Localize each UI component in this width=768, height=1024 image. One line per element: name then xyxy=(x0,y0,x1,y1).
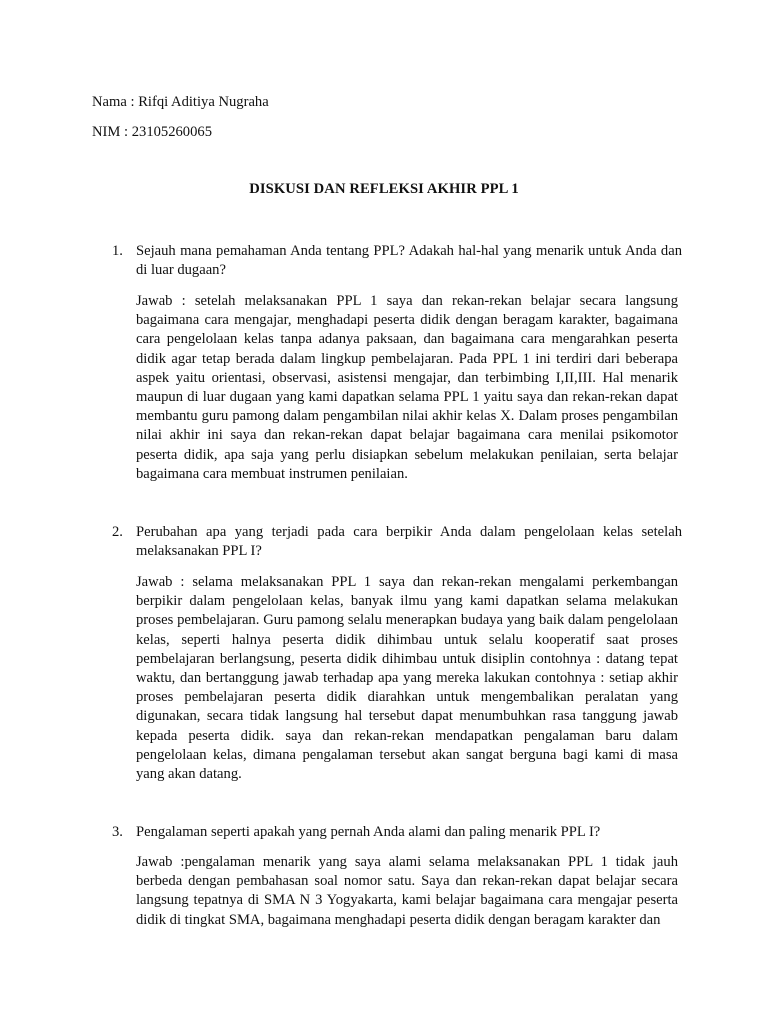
question-number: 2. xyxy=(112,524,123,540)
question-text: Perubahan apa yang terjadi pada cara berpikir Anda dalam pengelolaan kelas setelah melaksanakan PPL I? xyxy=(136,524,682,560)
student-name: Nama : Rifqi Aditiya Nugraha xyxy=(92,94,269,110)
answer-1: Jawab : setelah melaksanakan PPL 1 saya dan rekan-rekan belajar secara langsung bagaimana cara mengajar, menghadapi peserta didik dengan beragam karakter, bagaimana cara pengelolaan kelas tanpa adanya paksaan, dan bagaimana cara mengarahkan peserta didik agar tetap berada dalam lingkup pembelajaran. Pada PPL 1 ini terdiri dari beberapa aspek yaitu orientasi, observasi, asistensi mengajar, dan terbimbing I,II,III. Hal menarik maupun di luar dugaan yang kami dapatkan selama PPL 1 yaitu saya dan rekan-rekan dapat membantu guru pamong dalam pengambilan nilai akhir kelas X. Dalam proses pengambilan nilai akhir ini saya dan rekan-rekan dapat belajar bagaimana cara menilai psikomotor peserta didik, apa saja yang perlu disiapkan sebelum melakukan penilaian, serta belajar bagaimana cara membuat instrumen penilaian. xyxy=(136,293,678,482)
answer-2: Jawab : selama melaksanakan PPL 1 saya dan rekan-rekan mengalami perkembangan berpikir dalam pengelolaan kelas, banyak ilmu yang kami dapatkan selama melakukan proses pembelajaran. Guru pamong selalu menerapkan budaya yang baik dalam pengelolaan kelas, seperti halnya peserta didik dihimbau untuk selalu kooperatif saat proses pembelajaran berlangsung, peserta didik dihimbau untuk disiplin contohnya : datang tepat waktu, dan bertanggung jawab terhadap apa yang mereka lakukan contohnya : setiap akhir proses pembelajaran peserta didik diarahkan untuk mengembalikan peralatan yang digunakan, secara tidak langsung hal tersebut dapat menumbuhkan rasa tanggung jawab kepada peserta didik. saya dan rekan-rekan mendapatkan pengalaman baru dalam pengelolaan kelas, dimana pengalaman tersebut akan sangat berguna bagi kami di masa yang akan datang. xyxy=(136,574,678,783)
question-number: 3. xyxy=(112,824,123,840)
question-number: 1. xyxy=(112,243,123,259)
answer-3: Jawab :pengalaman menarik yang saya alami selama melaksanakan PPL 1 tidak jauh berbeda dengan pembahasan soal nomor satu. Saya dan rekan-rekan dapat belajar secara langsung tepatnya di SMA N 3 Yogyakarta, kami belajar bagaimana cara mengajar peserta didik di tingkat SMA, bagaimana menghadapi peserta didik dengan beragam karakter dan xyxy=(136,854,678,928)
document-title: DISKUSI DAN REFLEKSI AKHIR PPL 1 xyxy=(249,181,519,197)
question-text: Pengalaman seperti apakah yang pernah Anda alami dan paling menarik PPL I? xyxy=(136,824,601,840)
student-nim: NIM : 23105260065 xyxy=(92,124,212,140)
question-text: Sejauh mana pemahaman Anda tentang PPL? Adakah hal-hal yang menarik untuk Anda dan di luar dugaan? xyxy=(136,243,682,279)
